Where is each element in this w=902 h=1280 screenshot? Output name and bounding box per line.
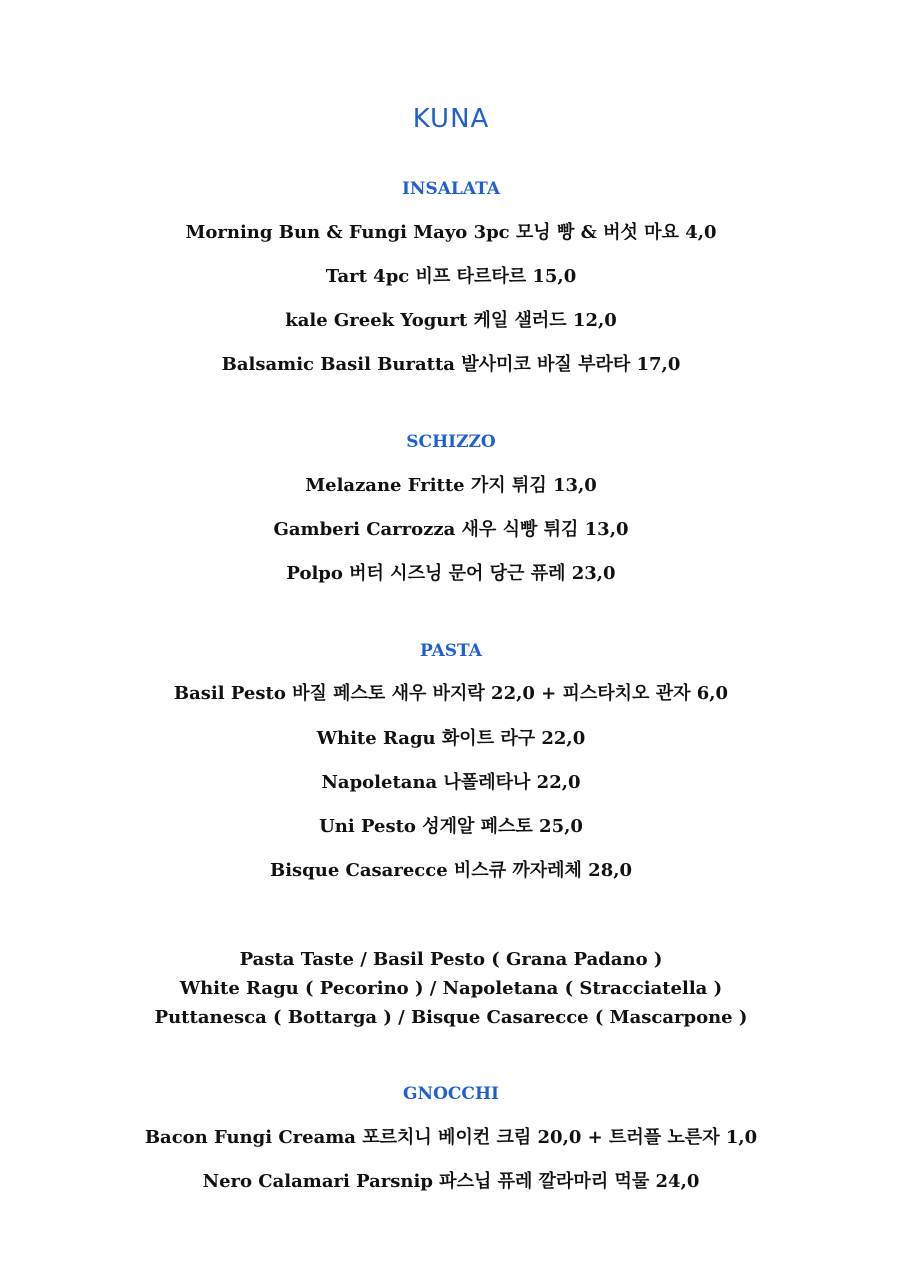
section-title-schizzo: SCHIZZO — [406, 432, 496, 452]
menu-item: Gamberi Carrozza 새우 식빵 튀김 13,0 — [273, 519, 629, 540]
menu-item: White Ragu 화이트 라구 22,0 — [316, 728, 586, 749]
pasta-taste-line: Pasta Taste / Basil Pesto ( Grana Padano ) — [239, 949, 663, 970]
menu-item: Tart 4pc 비프 타르타르 15,0 — [325, 266, 577, 287]
menu-item: Polpo 버터 시즈닝 문어 당근 퓨레 23,0 — [286, 563, 616, 584]
pasta-taste-line: White Ragu ( Pecorino ) / Napoletana ( Stracciatella ) — [179, 978, 723, 999]
section-title-insalata: INSALATA — [401, 179, 501, 199]
menu-item: Napoletana 나폴레타나 22,0 — [321, 772, 581, 793]
menu-item: Morning Bun & Fungi Mayo 3pc 모닝 빵 & 버섯 마요 4,0 — [185, 222, 717, 243]
menu-item: Bisque Casarecce 비스큐 까자레체 28,0 — [269, 860, 633, 881]
menu-item: Balsamic Basil Buratta 발사미코 바질 부라타 17,0 — [221, 354, 681, 375]
restaurant-logo: KUNA — [412, 104, 490, 134]
menu-item: Bacon Fungi Creama 포르치니 베이컨 크림 20,0 + 트러플 노른자 1,0 — [144, 1127, 758, 1148]
section-title-gnocchi: GNOCCHI — [403, 1084, 499, 1104]
section-title-pasta: PASTA — [420, 641, 482, 661]
pasta-taste-line: Puttanesca ( Bottarga ) / Bisque Casarecce ( Mascarpone ) — [154, 1007, 748, 1028]
menu-item: Uni Pesto 성게알 페스토 25,0 — [319, 816, 583, 837]
menu-item: kale Greek Yogurt 케일 샐러드 12,0 — [285, 310, 617, 331]
menu-item: Nero Calamari Parsnip 파스닙 퓨레 깔라마리 먹물 24,0 — [202, 1171, 700, 1192]
menu-item: Basil Pesto 바질 페스토 새우 바지락 22,0 + 피스타치오 관자 6,0 — [173, 683, 729, 704]
menu-item: Melazane Fritte 가지 튀김 13,0 — [305, 475, 597, 496]
